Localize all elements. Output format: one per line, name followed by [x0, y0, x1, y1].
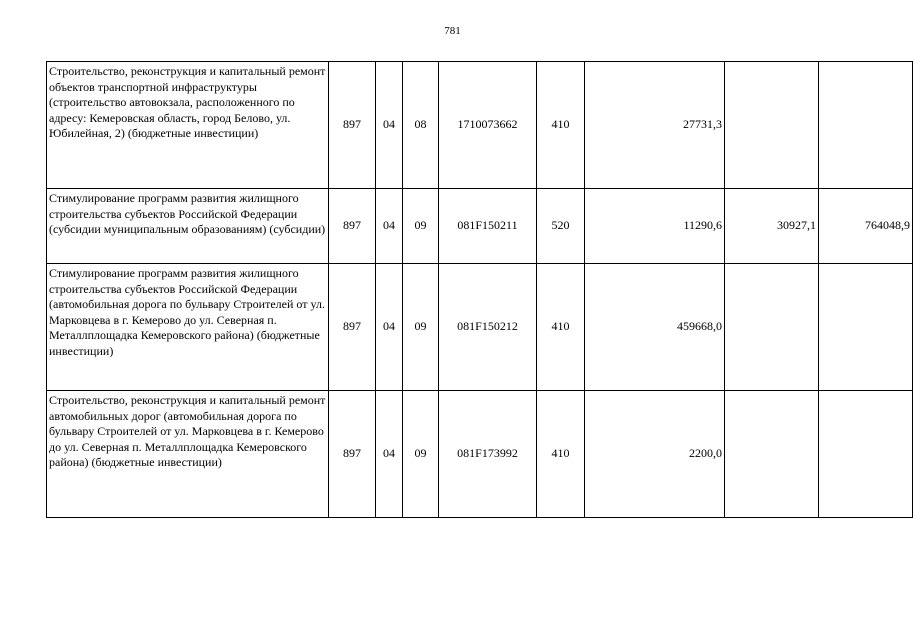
amount-3: 764048,9 [819, 189, 913, 264]
ministry-code: 897 [329, 264, 376, 391]
table-row [47, 62, 913, 189]
page-number: 781 [444, 25, 461, 37]
subsection-code: 08 [403, 62, 439, 189]
budget-table [46, 61, 913, 518]
ministry-code: 897 [329, 391, 376, 518]
amount-1: 11290,6 [585, 189, 725, 264]
section-code: 04 [376, 62, 403, 189]
expense-type-code: 520 [537, 189, 585, 264]
section-code: 04 [376, 189, 403, 264]
amount-2: 30927,1 [725, 189, 819, 264]
amount-1: 2200,0 [585, 391, 725, 518]
expense-type-code: 410 [537, 391, 585, 518]
ministry-code: 897 [329, 189, 376, 264]
target-article-code: 1710073662 [439, 62, 537, 189]
target-article-code: 081F150212 [439, 264, 537, 391]
section-code: 04 [376, 264, 403, 391]
target-article-code: 081F150211 [439, 189, 537, 264]
row-description: Строительство, реконструкция и капитальный ремонт автомобильных дорог (автомобильная дорога по бульвару Строителей от ул. Марковцева в г. Кемерово до ул. Северная п. Металлплощадка Кемеровского района) (бюджетные инвестиции) [47, 391, 329, 518]
amount-2 [725, 264, 819, 391]
subsection-code: 09 [403, 189, 439, 264]
row-description: Стимулирование программ развития жилищного строительства субъектов Российской Федерации (автомобильная дорога по бульвару Строителей от ул. Марковцева в г. Кемерово до ул. Северная п. Металлплощадка Кемеровского района) (бюджетные инвестиции) [47, 264, 329, 391]
amount-1: 27731,3 [585, 62, 725, 189]
ministry-code: 897 [329, 62, 376, 189]
amount-2 [725, 62, 819, 189]
table-row [47, 189, 913, 264]
subsection-code: 09 [403, 391, 439, 518]
subsection-code: 09 [403, 264, 439, 391]
expense-type-code: 410 [537, 62, 585, 189]
section-code: 04 [376, 391, 403, 518]
table-row [47, 264, 913, 391]
amount-3 [819, 391, 913, 518]
amount-3 [819, 62, 913, 189]
amount-2 [725, 391, 819, 518]
target-article-code: 081F173992 [439, 391, 537, 518]
amount-3 [819, 264, 913, 391]
row-description: Стимулирование программ развития жилищного строительства субъектов Российской Федерации (субсидии муниципальным образованиям) (субсидии) [47, 189, 329, 264]
amount-1: 459668,0 [585, 264, 725, 391]
table-row [47, 391, 913, 518]
row-description: Строительство, реконструкция и капитальный ремонт объектов транспортной инфраструктуры (строительство автовокзала, расположенного по адресу: Кемеровская область, город Белово, ул. Юбилейная, 2) (бюджетные инвестиции) [47, 62, 329, 189]
expense-type-code: 410 [537, 264, 585, 391]
